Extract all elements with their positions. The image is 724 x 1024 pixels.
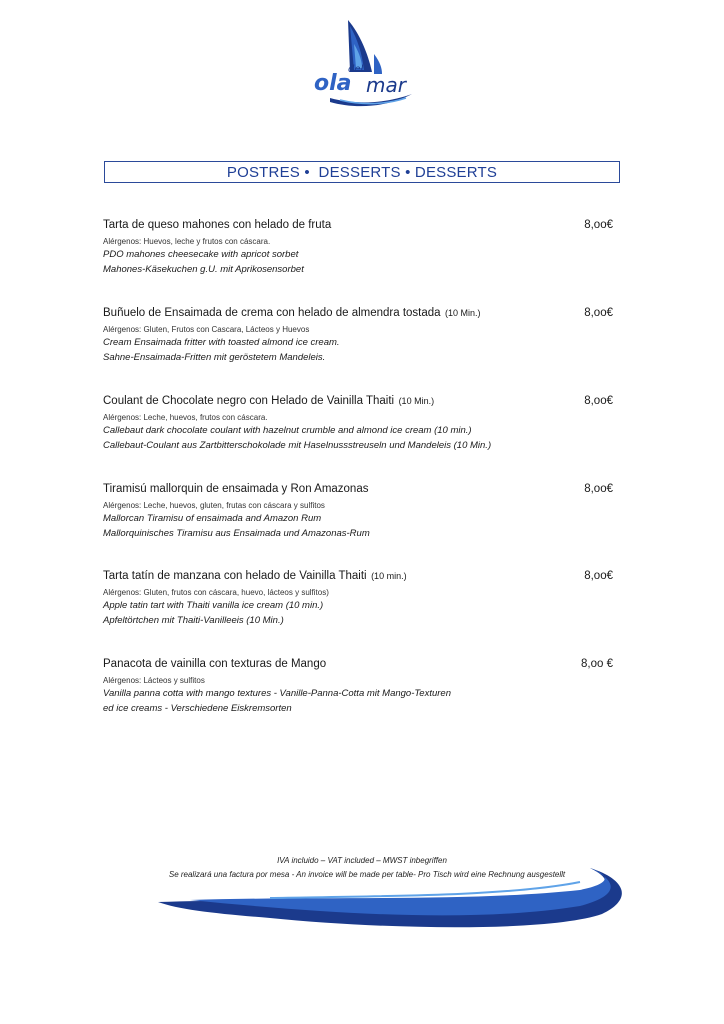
- item-name: Tiramisú mallorquin de ensaimada y Ron Amazonas: [103, 483, 369, 495]
- item-price: 8,oo€: [584, 307, 613, 319]
- item-translation-en: Vanilla panna cotta with mango textures - Vanille-Panna-Cotta mit Mango-Texturen: [103, 688, 451, 699]
- item-allergens: Alérgenos: Huevos, leche y frutos con cáscara.: [103, 237, 271, 246]
- item-allergens: Alérgenos: Lácteos y sulfitos: [103, 676, 205, 685]
- item-translation-en: PDO mahones cheesecake with apricot sorbet: [103, 249, 299, 260]
- menu-item: [103, 654, 623, 715]
- item-allergens: Alérgenos: Gluten, Frutos con Cascara, Lácteos y Huevos: [103, 325, 310, 334]
- item-prep-time: (10 Min.): [398, 396, 435, 406]
- logo-word-ola: ola: [314, 71, 352, 96]
- menu-item: [103, 566, 623, 627]
- item-translation-en: Callebaut dark chocolate coulant with hazelnut crumble and almond ice cream (10 min.): [103, 425, 472, 436]
- item-name: Tarta tatín de manzana con helado de Vainilla Thaiti: [103, 570, 367, 582]
- item-name: Tarta de queso mahones con helado de fruta: [103, 219, 332, 231]
- item-translation-en: Mallorcan Tiramisu of ensaimada and Amazon Rum: [103, 513, 322, 524]
- section-title: POSTRES • DESSERTS • DESSERTS: [104, 161, 620, 183]
- item-allergens: Alérgenos: Leche, huevos, gluten, frutas con cáscara y sulfitos: [103, 501, 325, 510]
- item-price: 8,oo€: [584, 219, 613, 231]
- item-price: 8,oo€: [584, 483, 613, 495]
- item-translation-de: Mahones-Käsekuchen g.U. mit Aprikosensorbet: [103, 264, 304, 275]
- menu-item: [103, 215, 623, 276]
- menu-item: [103, 391, 623, 452]
- item-name: Buñuelo de Ensaimada de crema con helado de almendra tostada: [103, 307, 441, 319]
- item-translation-de: Callebaut-Coulant aus Zartbitterschokolade mit Haselnussstreuseln und Mandeleis (10 Min.): [103, 440, 492, 451]
- invoice-note: Se realizará una factura por mesa - An invoice will be made per table- Pro Tisch wird eine Rechnung ausgestellt: [168, 870, 566, 879]
- item-prep-time: (10 min.): [371, 571, 407, 581]
- item-price: 8,oo€: [584, 570, 613, 582]
- ola-del-mar-logo: [310, 14, 420, 114]
- item-translation-de: Mallorquinisches Tiramisu aus Ensaimada und Amazonas-Rum: [103, 528, 370, 539]
- menu-item: [103, 303, 623, 364]
- item-translation-en: Apple tatin tart with Thaiti vanilla ice cream (10 min.): [103, 600, 324, 611]
- item-translation-de: ed ice creams - Verschiedene Eiskremsorten: [103, 703, 292, 714]
- item-allergens: Alérgenos: Gluten, frutos con cáscara, huevo, lácteos y sulfitos): [103, 588, 329, 597]
- item-price: 8,oo €: [581, 658, 613, 670]
- item-translation-de: Sahne-Ensaimada-Fritten mit geröstetem Mandeleis.: [103, 352, 326, 363]
- logo-word-del: del: [348, 64, 364, 75]
- item-price: 8,oo€: [584, 395, 613, 407]
- item-name: Coulant de Chocolate negro con Helado de Vainilla Thaiti: [103, 395, 395, 407]
- item-translation-de: Apfeltörtchen mit Thaiti-Vanilleeis (10 Min.): [103, 615, 284, 626]
- decorative-wave: [150, 860, 630, 940]
- tax-note: IVA incluido – VAT included – MWST inbegriffen: [277, 856, 447, 865]
- logo-word-mar: mar: [366, 73, 406, 97]
- item-name: Panacota de vainilla con texturas de Mango: [103, 658, 327, 670]
- item-translation-en: Cream Ensaimada fritter with toasted almond ice cream.: [103, 337, 340, 348]
- item-allergens: Alérgenos: Leche, huevos, frutos con cáscara.: [103, 413, 268, 422]
- sailboat-logo-icon: [310, 14, 420, 114]
- item-prep-time: (10 Min.): [445, 308, 481, 318]
- wave-icon: [150, 860, 630, 940]
- menu-item: [103, 479, 623, 540]
